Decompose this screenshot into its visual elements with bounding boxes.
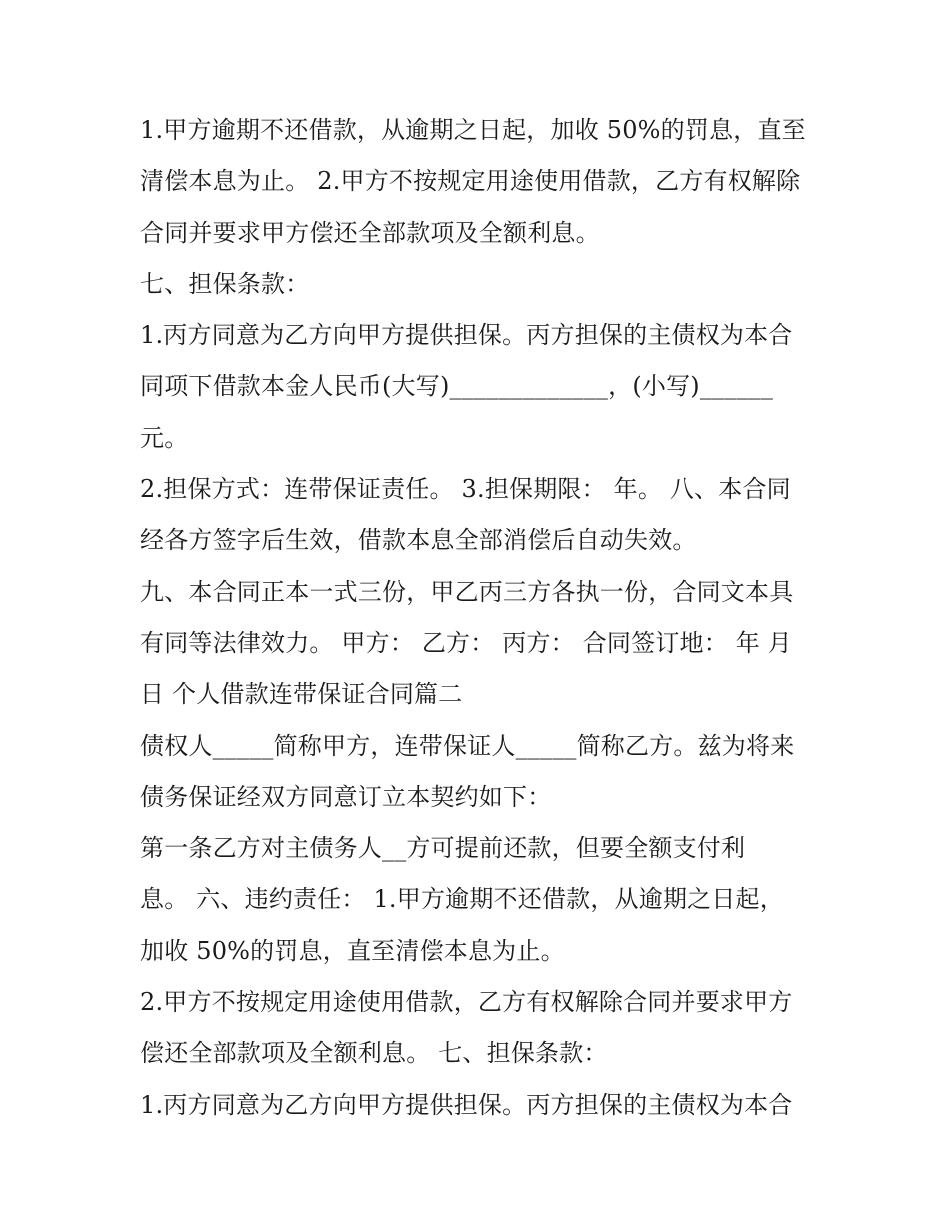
text-line: 九、本合同正本一式三份，甲乙丙三方各执一份，合同文本具 <box>140 577 794 606</box>
document-body <box>140 110 820 1136</box>
text-line: 元。 <box>140 423 189 452</box>
text-line: 1.甲方逾期不还借款，从逾期之日起，加收 50%的罚息，直至 <box>140 116 806 144</box>
text-line: 偿还全部款项及全额利息。 七、担保条款： <box>140 1039 608 1068</box>
section-heading: 七、担保条款： <box>140 269 310 298</box>
text-line: 第一条乙方对主债务人__方可提前还款，但要全额支付利 <box>140 834 746 863</box>
text-line: 债权人_____简称甲方，连带保证人_____简称乙方。兹为将来 <box>140 731 795 760</box>
text-line: 有同等法律效力。 甲方： 乙方： 丙方： 合同签订地： 年 月 <box>140 628 792 657</box>
text-line: 清偿本息为止。 2.甲方不按规定用途使用借款，乙方有权解除 <box>140 167 801 196</box>
text-line: 息。 六、违约责任： 1.甲方逾期不还借款，从逾期之日起， <box>140 885 784 914</box>
text-line: 同项下借款本金人民币(大写)_____________，(小写)______ <box>140 372 774 401</box>
text-line: 2.担保方式：连带保证责任。 3.担保期限： 年。 八、本合同 <box>140 475 791 504</box>
text-line: 合同并要求甲方偿还全部款项及全额利息。 <box>140 218 600 247</box>
text-line: 2.甲方不按规定用途使用借款，乙方有权解除合同并要求甲方 <box>140 988 793 1017</box>
text-line: 1.丙方同意为乙方向甲方提供担保。丙方担保的主债权为本合 <box>140 321 793 350</box>
text-line: 加收 50%的罚息，直至清偿本息为止。 <box>140 936 565 965</box>
text-line: 经各方签字后生效，借款本息全部消偿后自动失效。 <box>140 526 697 555</box>
text-line: 日 个人借款连带保证合同篇二 <box>140 680 463 709</box>
text-line: 债务保证经双方同意订立本契约如下： <box>140 782 552 811</box>
text-line: 1.丙方同意为乙方向甲方提供担保。丙方担保的主债权为本合 <box>140 1090 793 1119</box>
